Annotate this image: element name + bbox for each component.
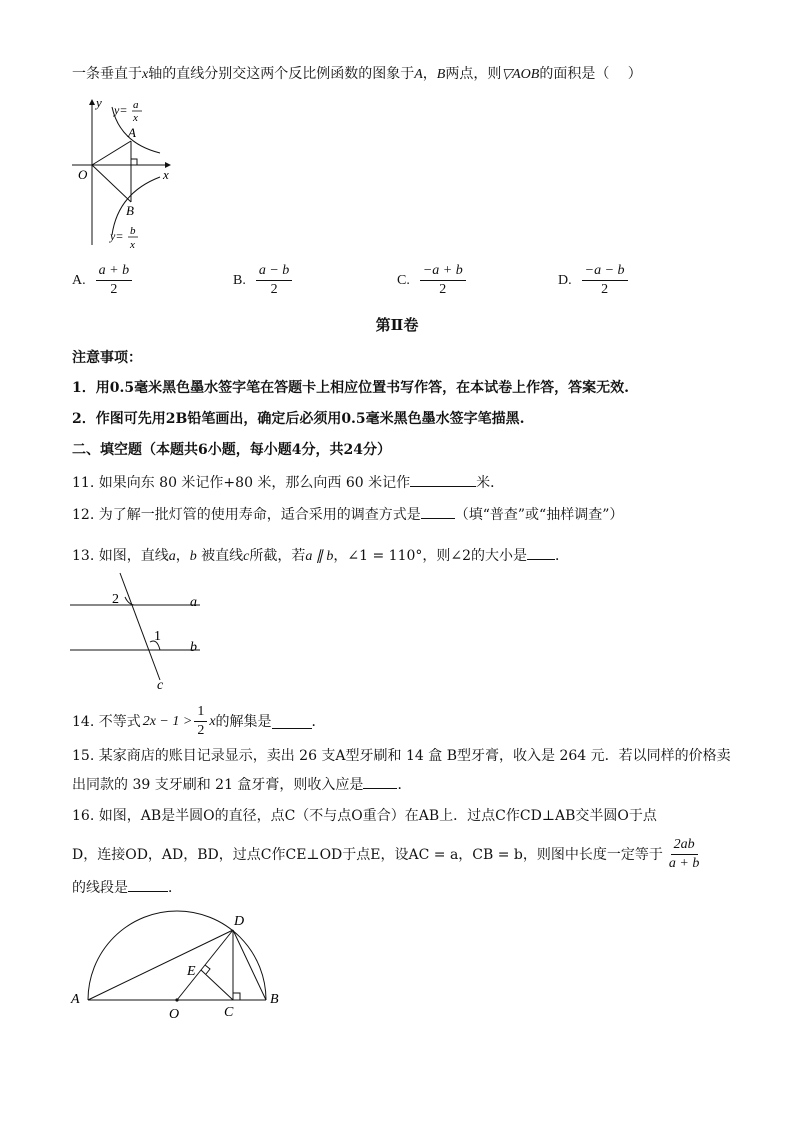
q14-end: ． (311, 713, 326, 730)
line-c (120, 573, 160, 680)
option-d-den: 2 (601, 282, 609, 297)
notes-title: 注意事项： (72, 350, 142, 366)
q16-fraction (669, 836, 699, 873)
right-angle-mark (131, 159, 137, 165)
question-13 (72, 545, 569, 567)
q13-answer-blank[interactable] (527, 545, 555, 560)
point-d-label: D (234, 914, 245, 929)
q16-num: 2ab (671, 836, 698, 855)
hyperbola-figure (70, 95, 185, 255)
q10-text-d: 两点，则 (445, 66, 502, 82)
note-2: 2．作图可先用2B铅笔画出，确定后必须用0.5毫米黑色墨水签字笔描黑. (72, 411, 525, 427)
q15-end: ． (397, 777, 412, 793)
q15-text: 出同款的 39 支牙刷和 21 盒牙膏，则收入应是 (72, 777, 364, 793)
point-b-label: B (270, 992, 279, 1007)
q10-text-b: 轴的直线分别交这两个反比例函数的图象于 (148, 66, 415, 82)
q10-text-c: ， (422, 66, 437, 82)
q13-text-c: 被直线 (196, 548, 244, 564)
curve-b-formula: y= (110, 229, 124, 243)
q14-num: 1 (194, 703, 207, 722)
q10-triangle: ▽AOB (501, 67, 540, 82)
q10-text-e: 的面积是（ ） (539, 66, 642, 82)
q13-text-e: ，∠1 = 110°，则∠2的大小是 (333, 548, 528, 564)
note-1: 1．用0.5毫米黑色墨水签字笔在答题卡上相应位置书写作答，在本试卷上作答，答案无效. (72, 380, 629, 396)
q13-text-d: 所截，若 (249, 548, 306, 564)
curve-b-den: x (130, 239, 135, 251)
point-a-label: A (71, 992, 80, 1007)
segment-oa (92, 141, 131, 165)
q10-stem (72, 64, 642, 85)
segment-bd (233, 930, 266, 1000)
q13-text-b: ， (175, 548, 190, 564)
q11-unit: 米． (476, 475, 505, 491)
option-b-den: 2 (270, 282, 278, 297)
option-b-fraction (256, 262, 292, 299)
q11-answer-blank[interactable] (410, 472, 476, 487)
question-11 (72, 472, 504, 493)
point-a-label: A (128, 125, 136, 140)
q13-var-b: b (189, 549, 197, 564)
right-angle-c (233, 993, 240, 1000)
segment-ce (201, 970, 233, 1000)
q10-x: x (142, 67, 149, 82)
curve-a-den: x (133, 112, 138, 124)
q10-A: A (414, 67, 423, 82)
semicircle-figure (65, 905, 295, 1025)
point-e-label: E (187, 964, 196, 979)
q13-end: ． (555, 548, 570, 564)
option-c-num: −a + b (420, 262, 466, 281)
point-b-label: B (126, 203, 134, 218)
segment-ad (88, 930, 233, 1000)
origin-label: O (78, 167, 88, 182)
line-a-label: a (190, 595, 197, 610)
option-a-num: a + b (96, 262, 132, 281)
question-16-line-1: 16. 如图，AB是半圆O的直径，点C（不与点O重合）在AB上．过点C作CD⊥AB交半圆O于点 (72, 808, 657, 824)
question-12 (72, 504, 623, 525)
q16-den: a + b (668, 856, 700, 871)
center-point (175, 998, 178, 1001)
q12-hint: （填“普查”或“抽样调查”） (454, 507, 624, 523)
option-c[interactable] (397, 262, 466, 299)
segment-ob (92, 165, 131, 202)
q11-text: 11. 如果向东 80 米记作+80 米，那么向西 60 米记作 (72, 475, 411, 491)
right-angle-e (205, 965, 210, 974)
q14-answer-blank[interactable] (272, 714, 312, 729)
q13-text-a: 13. 如图，直线 (72, 548, 169, 564)
q13-var-a: a (168, 549, 176, 564)
q14-var-x: x (209, 713, 216, 729)
q16-answer-blank[interactable] (128, 877, 168, 892)
q16-end: ． (168, 880, 182, 896)
line-c-label: c (157, 678, 164, 693)
option-c-label: C. (397, 272, 410, 288)
option-b-label: B. (233, 272, 246, 288)
point-c-label: C (224, 1005, 234, 1020)
curve-b (112, 177, 160, 235)
q14-text: 14. 不等式 (72, 713, 141, 730)
question-16-line-2 (72, 836, 699, 873)
parallel-lines-figure (68, 568, 213, 693)
option-b[interactable] (233, 262, 292, 299)
option-d-label: D. (558, 272, 572, 288)
option-a-den: 2 (110, 282, 118, 297)
curve-b-num: b (130, 225, 136, 237)
question-15-line-1: 15. 某家商店的账目记录显示，卖出 26 支A型牙刷和 14 盒 B型牙膏，收入是 264 元．若以同样的价格卖 (72, 748, 731, 764)
question-16-line-3 (72, 877, 182, 898)
q16-text: D，连接OD，AD，BD，过点C作CE⊥OD于点E，设AC = a，CB = b，则图中长度一定等于 (72, 846, 663, 863)
curve-a-formula: y= (114, 103, 128, 117)
question-15-line-2 (72, 774, 411, 795)
q14-expression: 2x − 1 > (142, 713, 193, 729)
option-a[interactable] (72, 262, 132, 299)
option-c-den: 2 (439, 282, 447, 297)
q15-answer-blank[interactable] (363, 774, 397, 789)
q14-fraction (194, 703, 207, 740)
q12-answer-blank[interactable] (421, 504, 455, 519)
q14-den: 2 (197, 723, 205, 738)
line-b-label: b (190, 640, 197, 655)
angle-2-label: 2 (112, 592, 119, 607)
volume-title: 第Ⅱ卷 (375, 316, 419, 334)
q14-text-b: 的解集是 (215, 713, 272, 730)
point-o-label: O (169, 1007, 180, 1022)
option-b-num: a − b (256, 262, 292, 281)
q13-var-c: c (243, 549, 250, 564)
option-a-fraction (96, 262, 132, 299)
q16-text-b: 的线段是 (72, 880, 128, 896)
q12-text: 12. 为了解一批灯管的使用寿命，适合采用的调查方式是 (72, 507, 421, 523)
option-d-num: −a − b (582, 262, 628, 281)
q10-B: B (436, 67, 446, 82)
q10-text-a: 一条垂直于 (72, 66, 142, 82)
q13-parallel: a ∥ b (305, 549, 334, 564)
option-c-fraction (420, 262, 466, 299)
option-d[interactable] (558, 262, 628, 299)
section-fill-in-title: 二、填空题（本题共6小题，每小题4分，共24分） (72, 442, 391, 458)
option-a-label: A. (72, 272, 86, 288)
angle-1-label: 1 (154, 629, 161, 644)
curve-a-num: a (133, 99, 139, 111)
question-14 (72, 703, 326, 740)
option-d-fraction (582, 262, 628, 299)
x-axis-label: x (163, 167, 169, 182)
y-axis-label: y (96, 95, 102, 110)
